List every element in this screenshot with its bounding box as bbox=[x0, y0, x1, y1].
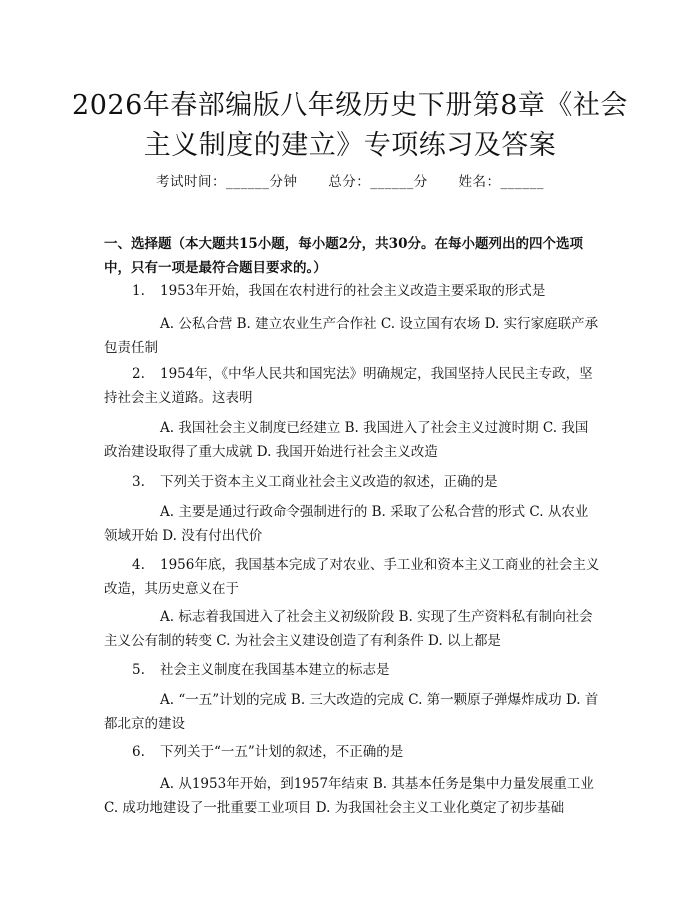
question-options: A. 我国社会主义制度已经建立 B. 我国进入了社会主义过渡时期 C. 我国政治建设取得了重大成就 D. 我国开始进行社会主义改造 bbox=[104, 420, 589, 460]
section-heading: 一、选择题（本大题共15小题，每小题2分，共30分。在每小题列出的四个选项中，只有一项是最符合题目要求的。） bbox=[104, 236, 583, 276]
question-stem bbox=[104, 362, 600, 410]
question-number: 3. bbox=[132, 474, 145, 490]
question-options: A. “一五”计划的完成 B. 三大改造的完成 C. 第一颗原子弹爆炸成功 D. 首都北京的建设 bbox=[104, 692, 599, 732]
question-text: 下列关于“一五”计划的叙述，不正确的是 bbox=[160, 744, 404, 760]
question-number: 4. bbox=[132, 557, 145, 573]
exam-time-field: 考试时间：______分钟 bbox=[155, 174, 298, 190]
question-stem bbox=[104, 658, 600, 682]
question-stem bbox=[104, 279, 600, 303]
question-number: 2. bbox=[132, 366, 145, 382]
question-text: 1954年，《中华人民共和国宪法》明确规定，我国坚持人民民主专政，坚持社会主义道路。这表明 bbox=[104, 366, 593, 406]
exam-meta bbox=[0, 170, 700, 190]
total-score-field: 总分：______分 bbox=[328, 174, 428, 190]
question-stem bbox=[104, 553, 600, 601]
question-options: A. 从1953年开始，到1957年结束 B. 其基本任务是集中力量发展重工业 C. 成功地建设了一批重要工业项目 D. 为我国社会主义工业化奠定了初步基础 bbox=[104, 776, 594, 816]
question-text: 社会主义制度在我国基本建立的标志是 bbox=[160, 662, 390, 678]
question-text: 1956年底，我国基本完成了对农业、手工业和资本主义工商业的社会主义改造，其历史意义在于 bbox=[104, 557, 600, 597]
question-text: 下列关于资本主义工商业社会主义改造的叙述，正确的是 bbox=[160, 474, 498, 490]
question-text: 1953年开始，我国在农村进行的社会主义改造主要采取的形式是 bbox=[160, 283, 546, 299]
question-options: A. 公私合营 B. 建立农业生产合作社 C. 设立国有农场 D. 实行家庭联产承包责任制 bbox=[104, 316, 599, 356]
question-number: 5. bbox=[132, 662, 145, 678]
question-options: A. 主要是通过行政命令强制进行的 B. 采取了公私合营的形式 C. 从农业领域开始 D. 没有付出代价 bbox=[104, 504, 589, 544]
question-stem bbox=[104, 470, 600, 494]
question-number: 6. bbox=[132, 744, 145, 760]
name-field: 姓名：______ bbox=[458, 174, 545, 190]
page-title: 2026年春部编版八年级历史下册第8章《社会主义制度的建立》专项练习及答案 bbox=[72, 90, 628, 161]
question-options: A. 标志着我国进入了社会主义初级阶段 B. 实现了生产资料私有制向社会主义公有制的转变 C. 为社会主义建设创造了有利条件 D. 以上都是 bbox=[104, 609, 593, 649]
question-number: 1. bbox=[132, 283, 145, 299]
question-stem bbox=[104, 740, 600, 764]
